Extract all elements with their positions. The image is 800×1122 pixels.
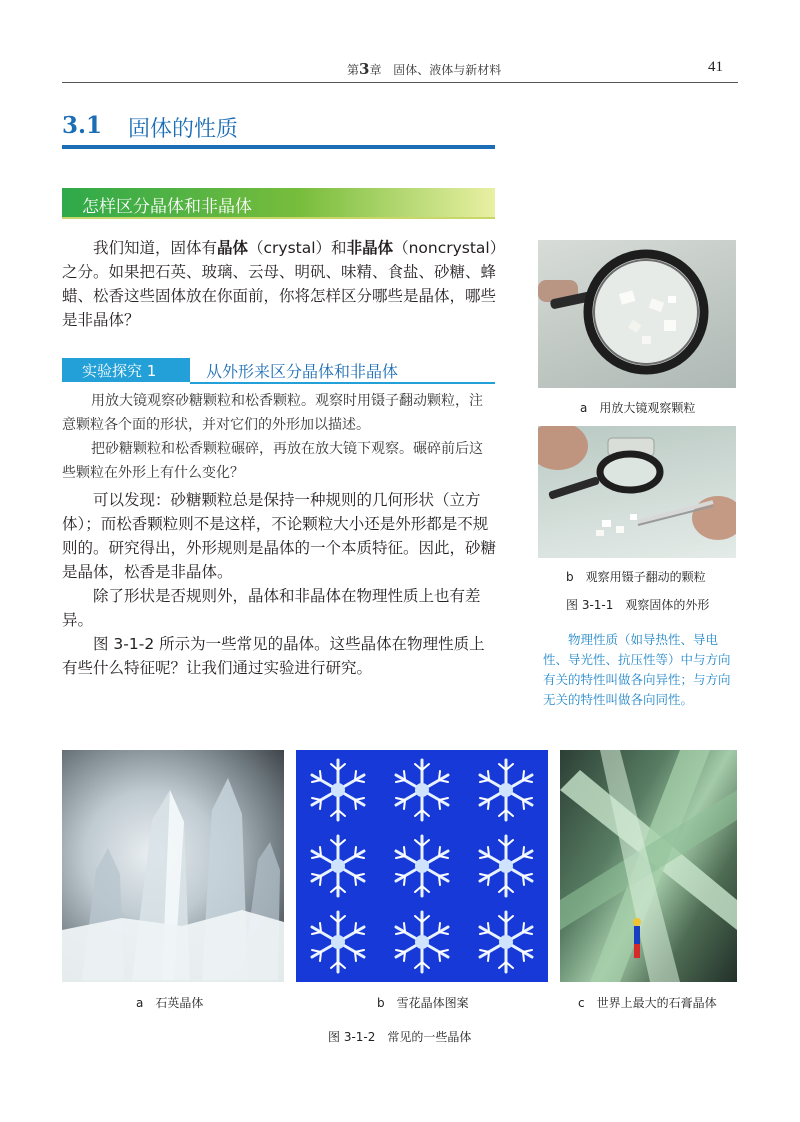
photo-tweezers-granules (538, 426, 736, 558)
figure-2-caption-c: c 世界上最大的石膏晶体 (578, 996, 717, 1010)
section-title: 固体的性质 (128, 117, 239, 142)
photo-magnifier-granules (538, 240, 736, 388)
body-paragraph-1: 可以发现：砂糖颗粒总是保持一种规则的几何形状（立方体）；而松香颗粒则不是这样，不论颗粒大小还是外形都是不规则的。研究得出，外形规则是晶体的一个本质特征。因此，砂糖是晶体，松香是非晶体。 (62, 491, 497, 581)
snowflake-grid (296, 750, 548, 982)
chapter-prefix: 第 (347, 63, 360, 77)
body-paragraph-2: 除了形状是否规则外，晶体和非晶体在物理性质上也有差异。 (62, 587, 481, 629)
side-note: 物理性质（如导热性、导电性、导光性、抗压性等）中与方向有关的特性叫做各向异性；与方向无关的特性叫做各向同性。 (543, 632, 731, 707)
running-header-chapter (347, 60, 501, 78)
figure-1-caption: 图 3-1-1 观察固体的外形 (566, 598, 710, 612)
term-crystal: 晶体 (217, 239, 249, 257)
header-divider (62, 82, 738, 83)
intro-text-1: 我们知道，固体有 (93, 239, 218, 257)
photo-snowflake-patterns (296, 750, 548, 982)
body-paragraph-3: 图 3-1-2 所示为一些常见的晶体。这些晶体在物理性质上有些什么特征呢？让我们通过实验进行研究。 (62, 635, 485, 677)
figure-1-caption-a: a 用放大镜观察颗粒 (580, 401, 696, 415)
intro-text-2: （crystal）和 (248, 239, 347, 257)
figure-2-caption-b: b 雪花晶体图案 (377, 996, 469, 1010)
subsection-title: 怎样区分晶体和非晶体 (82, 197, 252, 217)
term-noncrystal: 非晶体 (346, 239, 394, 257)
intro-text-3: （noncrystal）之分。如果把石英、玻璃、云母、明矾、味精、食盐、砂糖、蜂蜡、松香这些固体放在你面前，你将怎样区分哪些是晶体，哪些是非晶体？ (62, 239, 498, 329)
figure-2-caption-a: a 石英晶体 (136, 996, 204, 1010)
figure-2-caption: 图 3-1-2 常见的一些晶体 (328, 1030, 472, 1044)
experiment-step-2: 把砂糖颗粒和松香颗粒碾碎，再放在放大镜下观察。碾碎前后这些颗粒在外形上有什么变化？ (62, 441, 483, 481)
page-number: 41 (708, 59, 723, 75)
experiment-rule (190, 382, 495, 384)
section-rule (62, 145, 495, 149)
photo-giant-gypsum-crystals (560, 750, 737, 982)
chapter-suffix: 章 (369, 63, 382, 77)
gypsum-illustration (560, 750, 737, 982)
section-number: 3.1 (62, 112, 103, 139)
experiment-title: 从外形来区分晶体和非晶体 (206, 362, 399, 381)
magnifier-illustration (538, 240, 736, 388)
experiment-tag-label: 实验探究 1 (82, 362, 157, 380)
intro-paragraph (62, 236, 498, 332)
experiment-step-1: 用放大镜观察砂糖颗粒和松香颗粒。观察时用镊子翻动颗粒，注意颗粒各个面的形状，并对它们的外形加以描述。 (62, 393, 483, 433)
quartz-illustration (62, 750, 284, 982)
tweezers-illustration (538, 426, 736, 558)
figure-1-caption-b: b 观察用镊子翻动的颗粒 (566, 570, 706, 584)
chapter-number: 3 (359, 60, 370, 78)
chapter-title: 固体、液体与新材料 (393, 63, 502, 77)
photo-quartz-crystal (62, 750, 284, 982)
